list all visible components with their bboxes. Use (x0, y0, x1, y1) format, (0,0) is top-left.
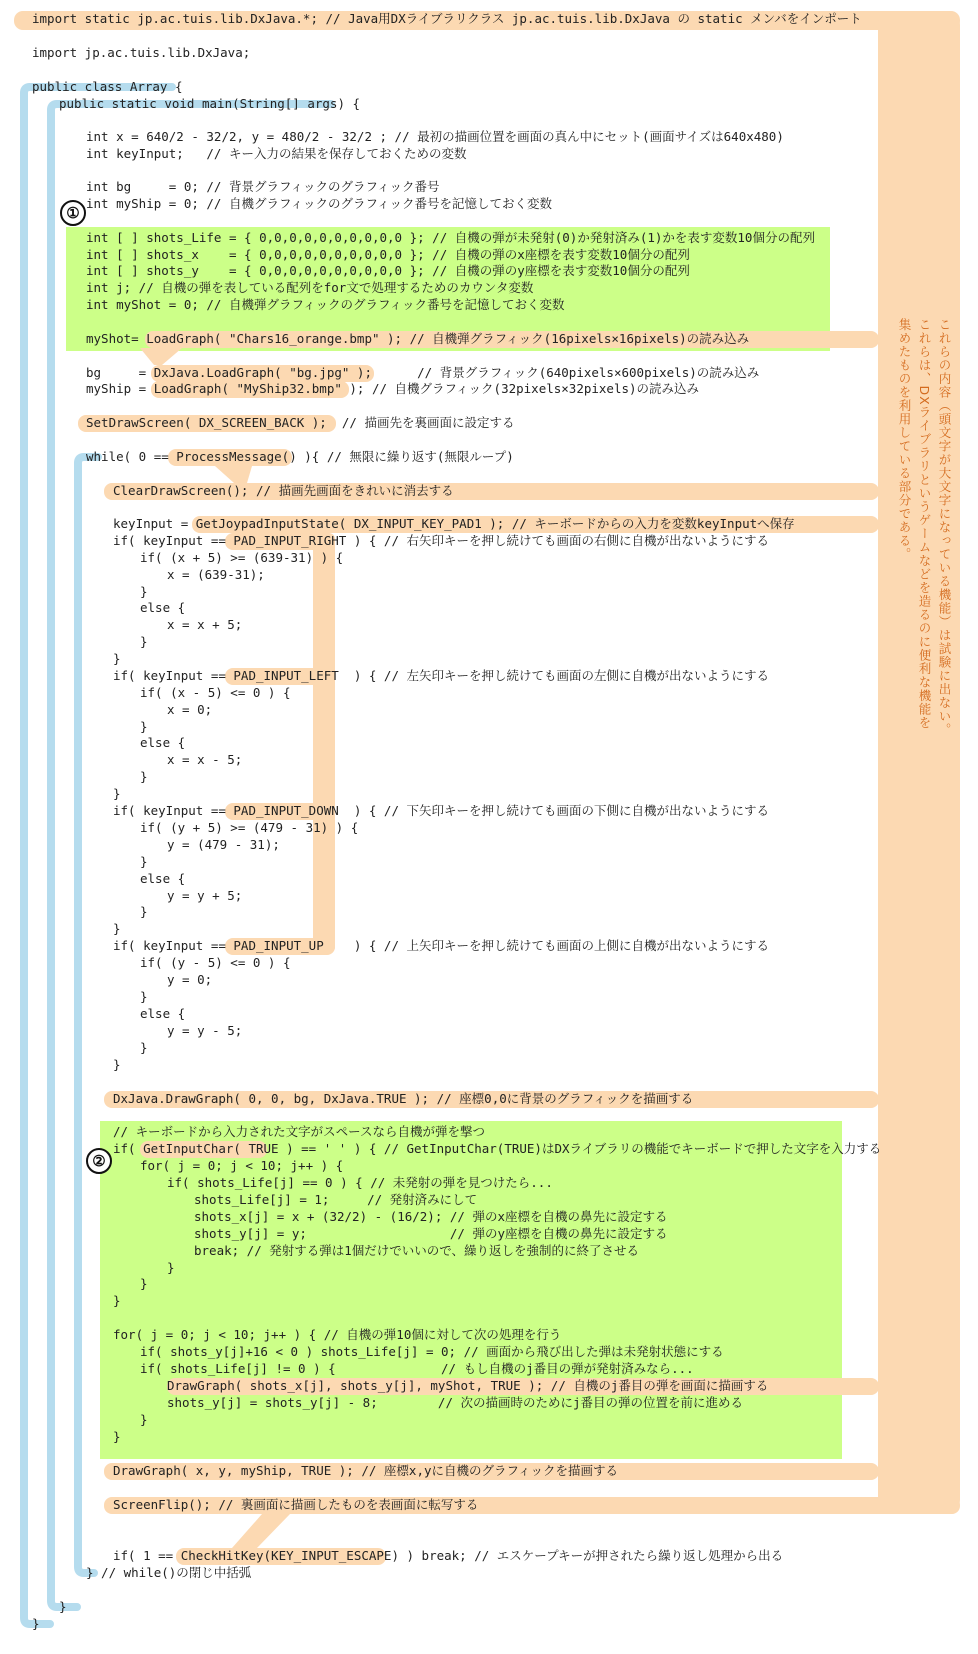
code-line: } (32, 1616, 40, 1631)
code-line: else { (140, 871, 186, 886)
code-line: DxJava.DrawGraph( 0, 0, bg, DxJava.TRUE ); // 座標0,0に背景のグラフィックを描画する (113, 1091, 694, 1106)
code-line: y = 0; (167, 972, 213, 987)
processmessage-connector (215, 466, 252, 483)
code-line: DrawGraph( x, y, myShip, TRUE ); // 座標x,yに自機のグラフィックを描画する (113, 1463, 619, 1478)
code-line: else { (140, 735, 186, 750)
code-line: if( (y - 5) <= 0 ) { (140, 955, 291, 970)
code-line: else { (140, 600, 186, 615)
code-line: y = y + 5; (167, 888, 243, 903)
code-line: import static jp.ac.tuis.lib.DxJava.*; // Java用DXライブラリクラス jp.ac.tuis.lib.DxJava の static メンバをインポート (32, 11, 862, 26)
code-line: } (140, 904, 148, 919)
code-line: int keyInput; // キー入力の結果を保存しておくための変数 (86, 146, 467, 161)
code-line: if( (x + 5) >= (639-31) ) { (140, 550, 344, 565)
code-line: DrawGraph( shots_x[j], shots_y[j], myShot, TRUE ); // 自機のj番目の弾を画面に描画する (167, 1378, 769, 1393)
class-bracket (24, 87, 172, 1624)
code-line: int x = 640/2 - 32/2, y = 480/2 - 32/2 ; // 最初の描画位置を画面の真ん中にセット(画面サイズは640x480) (86, 129, 784, 144)
code-line: int myShot = 0; // 自機弾グラフィックのグラフィック番号を記憶しておく変数 (86, 297, 565, 312)
code-line: myShip = LoadGraph( "MyShip32.bmp" ); // 自機グラフィック(32pixels×32pixels)の読み込み (86, 381, 700, 396)
code-line: if( shots_Life[j] != 0 ) { // もし自機のj番目の弾が発射済みなら... (140, 1361, 694, 1376)
code-line: } (167, 1260, 175, 1275)
code-line: } (140, 989, 148, 1004)
code-line: bg = DxJava.LoadGraph( "bg.jpg" ); // 背景グラフィック(640pixels×600pixels)の読み込み (86, 365, 760, 380)
code-line: } (140, 1040, 148, 1055)
code-line: shots_y[j] = shots_y[j] - 8; // 次の描画時のためにj番目の弾の位置を前に進める (167, 1395, 744, 1410)
code-line: if( (y + 5) >= (479 - 31) ) { (140, 820, 359, 835)
code-line: shots_x[j] = x + (32/2) - (16/2); // 弾のx座標を自機の鼻先に設定する (194, 1209, 668, 1224)
code-line: } (140, 719, 148, 734)
code-line: while( 0 == ProcessMessage() ){ // 無限に繰り返す(無限ループ) (86, 449, 514, 464)
code-line: if( 1 == CheckHitKey(KEY_INPUT_ESCAPE) ) break; // エスケープキーが押されたら繰り返し処理から出る (113, 1548, 784, 1563)
code-line: keyInput = GetJoypadInputState( DX_INPUT_KEY_PAD1 ); // キーボードからの入力を変数keyInputへ保存 (113, 516, 795, 531)
code-line: } (113, 1293, 121, 1308)
code-line: } // while()の閉じ中括弧 (86, 1565, 252, 1580)
code-line: } (140, 1276, 148, 1291)
code-line: } (140, 1412, 148, 1427)
code-line: int bg = 0; // 背景グラフィックのグラフィック番号 (86, 179, 440, 194)
code-line: } (113, 1429, 121, 1444)
code-line: for( j = 0; j < 10; j++ ) { // 自機の弾10個に対して次の処理を行う (113, 1327, 562, 1342)
code-line: if( shots_Life[j] == 0 ) { // 未発射の弾を見つけたら... (167, 1175, 553, 1190)
code-line: shots_y[j] = y; // 弾のy座標を自機の鼻先に設定する (194, 1226, 668, 1241)
code-line: } (140, 769, 148, 784)
code-line: if( (x - 5) <= 0 ) { (140, 685, 291, 700)
code-line: else { (140, 1006, 186, 1021)
code-line: myShot= LoadGraph( "Chars16_orange.bmp" ); // 自機弾グラフィック(16pixels×16pixels)の読み込み (86, 331, 750, 346)
section-marker: ② (86, 1148, 112, 1174)
code-line: if( shots_y[j]+16 < 0 ) shots_Life[j] = 0; // 画面から飛び出した弾は未発射状態にする (140, 1344, 724, 1359)
code-line: if( keyInput == PAD_INPUT_LEFT ) { // 左矢印キーを押し続けても画面の左側に自機が出ないようにする (113, 668, 770, 683)
side-note: これらの内容（頭文字が大文字になっている機能）は試験に出ない。 これらは、DXライブラリというゲームなどを造るのに便利な機能を 集めたものを利用している部分である。 (897, 318, 952, 737)
code-line: int [ ] shots_x = { 0,0,0,0,0,0,0,0,0,0 }; // 自機の弾のx座標を表す変数10個分の配列 (86, 247, 690, 262)
code-line: int [ ] shots_y = { 0,0,0,0,0,0,0,0,0,0 }; // 自機の弾のy座標を表す変数10個分の配列 (86, 263, 690, 278)
code-line: // キーボードから入力された文字がスペースなら自機が弾を撃つ (113, 1124, 485, 1139)
code-line: SetDrawScreen( DX_SCREEN_BACK ); // 描画先を裏画面に設定する (86, 415, 515, 430)
code-line: public static void main(String[] args) { (59, 96, 361, 111)
code-line: if( keyInput == PAD_INPUT_RIGHT ) { // 右矢印キーを押し続けても画面の右側に自機が出ないようにする (113, 533, 770, 548)
code-line: } (113, 1057, 121, 1072)
code-line: x = 0; (167, 702, 213, 717)
code-line: int myShip = 0; // 自機グラフィックのグラフィック番号を記憶しておく変数 (86, 196, 552, 211)
code-line: int [ ] shots_Life = { 0,0,0,0,0,0,0,0,0,0 }; // 自機の弾が未発射(0)か発射済み(1)かを表す変数10個分の配列 (86, 230, 815, 245)
code-line: y = y - 5; (167, 1023, 243, 1038)
code-line: int j; // 自機の弾を表している配列をfor文で処理するためのカウンタ変数 (86, 280, 534, 295)
code-line: } (113, 921, 121, 936)
loadgraph-stem (140, 348, 182, 365)
code-line: } (140, 584, 148, 599)
code-line: x = (639-31); (167, 567, 265, 582)
code-line: x = x - 5; (167, 752, 243, 767)
code-line: y = (479 - 31); (167, 837, 280, 852)
code-line: } (59, 1599, 67, 1614)
code-line: ScreenFlip(); // 裏画面に描画したものを表画面に転写する (113, 1497, 479, 1512)
code-line: } (140, 854, 148, 869)
code-line: break; // 発射する弾は1個だけでいいので、繰り返しを強制的に終了させる (194, 1243, 640, 1258)
code-line: shots_Life[j] = 1; // 発射済みにして (194, 1192, 478, 1207)
code-line: } (113, 651, 121, 666)
code-line: public class Array { (32, 79, 183, 94)
code-line: x = x + 5; (167, 617, 243, 632)
code-line: if( keyInput == PAD_INPUT_DOWN ) { // 下矢印キーを押し続けても画面の下側に自機が出ないようにする (113, 803, 770, 818)
while-loop-bracket (78, 457, 98, 1573)
code-line: } (140, 634, 148, 649)
code-line: for( j = 0; j < 10; j++ ) { (140, 1158, 344, 1173)
code-line: if( keyInput == PAD_INPUT_UP ) { // 上矢印キーを押し続けても画面の上側に自機が出ないようにする (113, 938, 770, 953)
code-line: if( GetInputChar( TRUE ) == ' ' ) { // GetInputChar(TRUE)はDXライブラリの機能でキーボードで押した文字を入力する (113, 1141, 882, 1156)
screenflip-connector (232, 1514, 290, 1548)
code-line: ClearDrawScreen(); // 描画先画面をきれいに消去する (113, 483, 454, 498)
code-line: } (113, 786, 121, 801)
section-marker: ① (60, 200, 86, 226)
code-line: import jp.ac.tuis.lib.DxJava; (32, 45, 251, 60)
